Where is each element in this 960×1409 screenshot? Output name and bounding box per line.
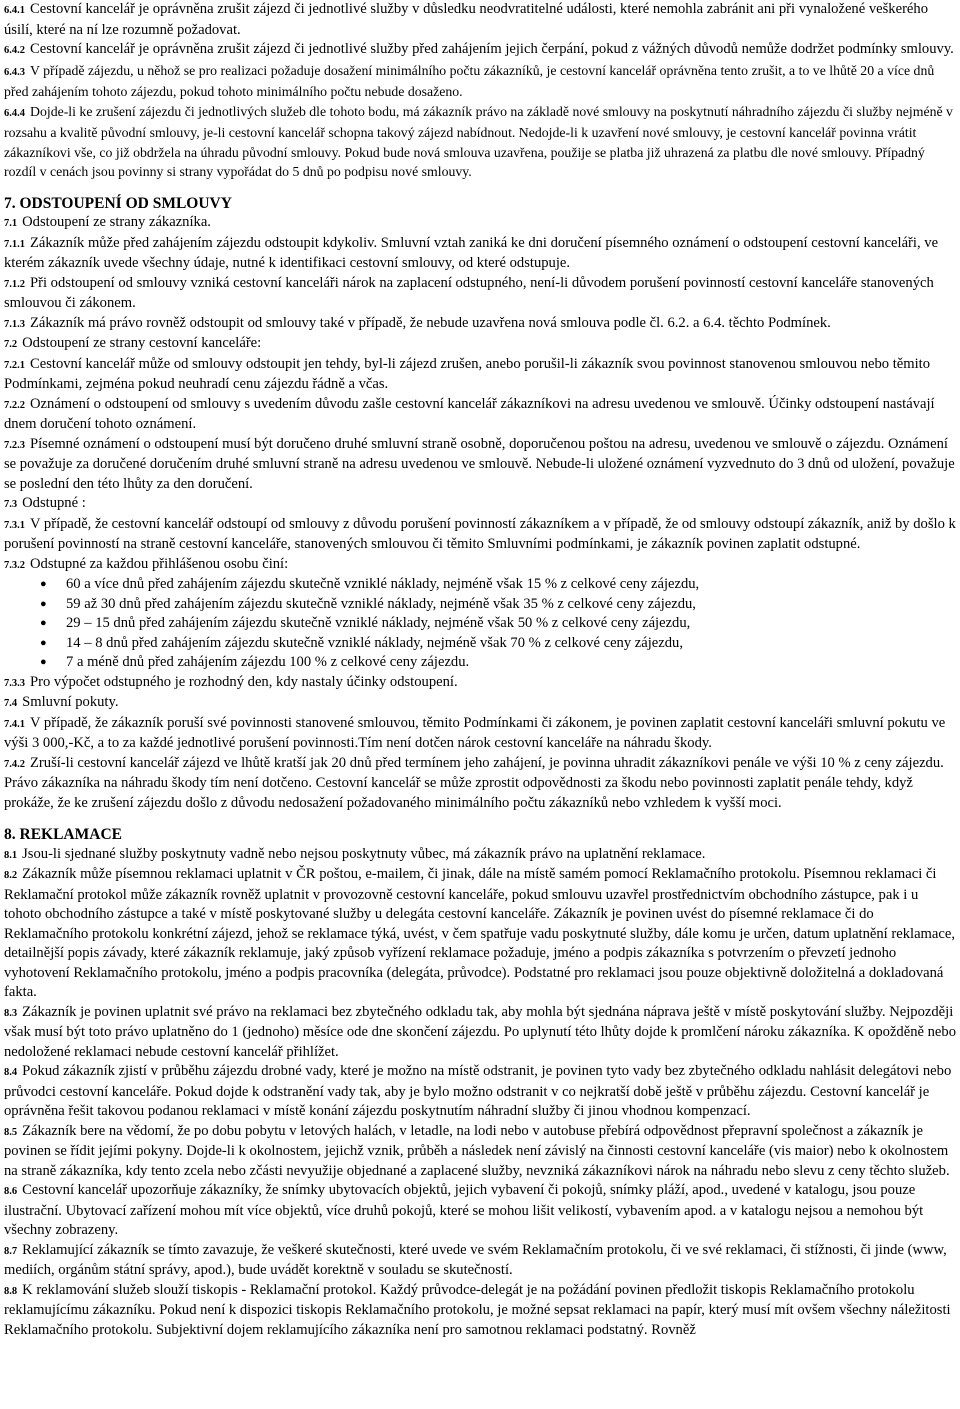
clause-text: Zákazník je povinen uplatnit své právo na reklamaci bez zbytečného odkladu tak, aby mohla být sjednána náprava ještě v místě poskytování služby. Nejpozději však musí být toto právo uplatněno do 1 (jednoho) měsíce ode dne skončení zájezdu. Po uplynutí této lhůty dojde k promlčení nároku zákazníka. K opožděně nebo nedoložené reklamaci nebude cestovní kancelář přihlížet. [4,1003,956,1060]
clause-text: K reklamování služeb slouží tiskopis - Reklamační protokol. Každý průvodce-delegát je na požádání povinen předložit tiskopis Reklamačního protokolu reklamujícímu zákazníku. Pokud není k dispozici tiskopis Reklamačního protokolu, je možné sepsat reklamaci na papír, který musí mít ovšem všechny náležitosti Reklamačního protokolu. Subjektivní dojem reklamujícího zákazníka není pro samotnou reklamaci podstatný. Rovněž [4,1281,951,1338]
clause-text: Smluvní pokuty. [22,694,119,710]
clause-7-1-2 [4,274,956,314]
section-6-4 [4,0,956,182]
clause-7-1 [4,213,956,234]
list-item: ● 14 – 8 dnů před zahájením zájezdu skutečně vzniklé náklady, nejméně však 70 % z celkové ceny zájezdu, [66,634,956,654]
clause-number: 7.4.2 [4,758,25,770]
section-8 [4,825,956,1340]
clause-8-1 [4,845,956,866]
clause-7-3-2 [4,555,956,576]
clause-number: 7.3 [4,499,18,510]
clause-number: 7.3.1 [4,519,25,531]
section-heading: 7. ODSTOUPENÍ OD SMLOUVY [4,194,232,212]
clause-number: 7.3.3 [4,677,25,689]
clause-text: Pokud zákazník zjistí v průběhu zájezdu drobné vady, které je možno na místě odstranit, je povinen tyto vady bez zbytečného odkladu nahlásit delegátovi nebo průvodci cestovní kanceláře. Pokud dojde k odstranění vady tak, aby je bylo možno odstranit v co nejkratší době ještě v průběhu zájezdu. Cestovní kancelář je oprávněna řešit takovou podanou reklamaci v místě konání zájezdu poskytnutím náhradní služby či jinou vhodnou kompenzací. [4,1063,952,1119]
clause-8-3 [4,1003,956,1063]
list-item: ● 59 až 30 dnů před zahájením zájezdu skutečně vzniklé náklady, nejméně však 35 % z celkové ceny zájezdu, [66,595,956,615]
clause-7-4 [4,693,956,714]
clause-number: 8.8 [4,1285,18,1297]
clause-number: 7.3.2 [4,559,25,571]
clause-text: Cestovní kancelář je oprávněna zrušit zájezd či jednotlivé služby v důsledku neodvratitelné události, které nemohla zabránit ani při vynaložené veškerého úsilí, které na ní lze rozumně požadovat. [4,1,929,38]
clause-number: 7.2.2 [4,399,25,411]
list-item: ● 29 – 15 dnů před zahájením zájezdu skutečně vzniklé náklady, nejméně však 50 % z celkové ceny zájezdu, [66,614,956,634]
section-7 [4,194,956,814]
clause-number: 7.1.2 [4,278,25,290]
clause-number: 8.1 [4,849,18,861]
clause-6-4-4 [4,102,956,182]
clause-text: Písemné oznámení o odstoupení musí být doručeno druhé smluvní straně osobně, doporučenou poštou na adresu, uvedenou ve smlouvě o zájezdu. Oznámení se považuje za doručené doručením druhé smluvní straně na adresu uvedenou ve smlouvě. Nebude-li uložené oznámení vyzvednuto do 3 dnů od uložení, považuje se poslední den této lhůty za den doručení. [4,435,955,492]
clause-text: Odstoupení ze strany cestovní kanceláře: [22,335,262,351]
clause-number: 7.4.1 [4,718,25,730]
clause-text: Cestovní kancelář může od smlouvy odstoupit jen tehdy, byl-li zájezd zrušen, anebo porušil-li zákazník svou povinnost stanovenou smlouvou nebo těmito Podmínkami, zejména pokud neuhradí cenu zájezdu řádně a včas. [4,355,931,392]
clause-number: 6.4.1 [4,5,25,16]
clause-text: Odstupné za každou přihlášenou osobu činí: [30,555,289,572]
clause-8-5 [4,1122,956,1182]
clause-text: Cestovní kancelář upozorňuje zákazníky, že snímky ubytovacích objektů, jejich vybavení či pokojů, snímky pláží, apod., uvedené v katalogu, jsou pouze ilustrační. Ubytovací zařízení mohou mít více objektů, více druhů pokojů, které se mohou lišit velikostí, vybavením apod. a v katalogu nejsou a nemohou být všechny zobrazeny. [4,1182,924,1238]
clause-7-2-1 [4,355,956,395]
clause-7-3 [4,494,956,515]
clause-number: 7.2.1 [4,359,25,371]
clause-text: Zákazník může písemnou reklamaci uplatnit v ČR poštou, e-mailem, či jinak, dále na místě samém pomocí Reklamačního protokolu. Písemnou reklamaci či Reklamační protokol může zákazník rovněž uplatnit v provozovně cestovní kanceláře, pokud smlouvu uzavřel prostřednictvím obchodního zástupce, pak i u tohoto obchodního zástupce a také v místě poskytované služby u delegáta cestovní kanceláře. Zákazník je povinen uvést do písemné reklamace či do Reklamačního protokolu konkrétní zájezd, jehož se reklamace týká, uvést, v čem spatřuje vadu poskytnuté služby, dále komu je určen, datum uplatnění reklamace, detailnější popis závady, které zákazník reklamuje, jaký způsob vyřízení reklamace požaduje, jméno a podpis zákazníka s potvrzením o převzetí jednoho vyhotovení Reklamačního protokolu, jméno a podpis pracovníka (delegáta, průvodce). Podstatné pro reklamaci jsou pouze objektivně doložitelná a dokladovaná fakta. [4,866,955,1000]
clause-text: Cestovní kancelář je oprávněna zrušit zájezd či jednotlivé služby před zahájením jejich čerpání, pokud z vážných důvodů nemůže dodržet podmínky smlouvy. [30,41,954,57]
clause-7-3-3 [4,673,956,694]
clause-number: 6.4.2 [4,45,25,56]
clause-number: 8.4 [4,1067,18,1078]
clause-text: Jsou-li sjednané služby poskytnuty vadně nebo nejsou poskytnuty vůbec, má zákazník právo na uplatnění reklamace. [22,845,706,862]
clause-number: 7.1 [4,218,18,229]
cancellation-fee-list [4,575,956,673]
clause-7-1-1 [4,234,956,274]
clause-text: Reklamující zákazník se tímto zavazuje, že veškeré skutečnosti, které uvede ve svém Reklamačním protokolu, či ve své reklamaci, či stížnosti, či jinde (www, mediích, orgánům státní správy, apod.), bude uvádět korektně v souladu se skutečností. [4,1241,947,1278]
clause-number: 7.4 [4,698,18,709]
clause-text: V případě, že cestovní kancelář odstoupí od smlouvy z důvodu porušení povinností zákazníkem a v případě, že od smlouvy odstoupí zákazník, aniž by došlo k porušení povinností na straně cestovní kanceláře, stanovených smlouvou či těmito Smluvními podmínkami, je zákazník povinen zaplatit odstupné. [4,515,956,552]
clause-text: Dojde-li ke zrušení zájezdu či jednotlivých služeb dle tohoto bodu, má zákazník právo na základě nové smlouvy na poskytnutí náhradního zájezdu či služby nejméně v rozsahu a kvalitě původní smlouvy, je-li cestovní kancelář schopna takový zájezd nabídnout. Nedojde-li k uzavření nové smlouvy, je cestovní kancelář povinna vrátit zákazníkovi vše, co již obdržela na úhradu původní smlouvy. Pokud bude nová smlouva uzavřena, použije se platba již uhrazená za platbu dle nové smlouvy. Případný rozdíl v cenách jsou povinny si strany vypořádat do 5 dnů po podpisu nové smlouvy. [4,103,953,179]
clause-7-2 [4,334,956,355]
clause-7-2-2 [4,395,956,435]
clause-number: 8.7 [4,1245,18,1257]
clause-text: Zákazník má právo rovněž odstoupit od smlouvy také v případě, že nebude uzavřena nová smlouva podle čl. 6.2. a 6.4. těchto Podmínek. [30,314,831,331]
clause-text: Zákazník může před zahájením zájezdu odstoupit kdykoliv. Smluvní vztah zaniká ke dni doručení písemného oznámení o odstoupení cestovní kanceláři, ve kterém zákazník uvede všechny údaje, nutné k identifikaci cestovní smlouvy, od které odstupuje. [4,234,939,271]
clause-6-4-2 [4,40,956,61]
clause-text: Odstupné : [22,495,86,511]
clause-text: V případě, že zákazník poruší své povinnosti stanovené smlouvou, těmito Podmínkami či zákonem, je povinen zaplatit cestovní kanceláři smluvní pokutu ve výši 3 000,-Kč, a to za každé jednotlivé porušení povinnosti.Tím není dotčen nárok cestovní kanceláře na náhradu škody. [4,714,946,751]
clause-8-7 [4,1241,956,1281]
clause-7-4-1 [4,714,956,754]
clause-number: 8.3 [4,1007,18,1019]
clause-text: Zruší-li cestovní kancelář zájezd ve lhůtě kratší jak 20 dnů před termínem jeho zahájení, je povinna uhradit zákazníkovi penále ve výši 10 % z ceny zájezdu. Právo zákazníka na náhradu škody tím není dotčeno. Cestovní kancelář se může zprostit odpovědnosti za škodu nebo povinnosti zaplatit penále tehdy, když prokáže, že ke zrušení zájezdu došlo z důvodu nedosažení požadovaného minimálního počtu zákazníků nebo vzhledem k vyšší moci. [4,754,944,811]
clause-number: 8.5 [4,1126,18,1138]
clause-text: V případě zájezdu, u něhož se pro realizaci požaduje dosažení minimálního počtu zákazníků, je cestovní kancelář oprávněna tento zrušit, a to ve lhůtě 20 a více dnů před zahájením tohoto zájezdu, pokud tohoto minimálního počtu nebude dosaženo. [4,62,935,99]
clause-text: Pro výpočet odstupného je rozhodný den, kdy nastaly účinky odstoupení. [30,673,458,690]
clause-number: 7.1.1 [4,238,25,250]
clause-number: 7.2 [4,339,18,350]
clause-7-2-3 [4,435,956,495]
clause-8-2 [4,865,956,1003]
list-item: ● 60 a více dnů před zahájením zájezdu skutečně vzniklé náklady, nejméně však 15 % z celkové ceny zájezdu, [66,575,956,595]
clause-number: 8.6 [4,1186,18,1197]
clause-text: Oznámení o odstoupení od smlouvy s uvedením důvodu zašle cestovní kancelář zákazníkovi na adresu uvedenou ve smlouvě. Účinky odstoupení nastávají dnem doručení tohoto oznámení. [4,395,935,432]
clause-8-4 [4,1062,956,1122]
list-item: ● 7 a méně dnů před zahájením zájezdu 100 % z celkové ceny zájezdu. [66,653,956,673]
section-heading: 8. REKLAMACE [4,826,122,843]
clause-text: Při odstoupení od smlouvy vzniká cestovní kanceláři nárok na zaplacení odstupného, není-li důvodem porušení povinností cestovní kanceláře stanovených smlouvou či zákonem. [4,274,934,311]
clause-text: Odstoupení ze strany zákazníka. [22,214,211,230]
clause-number: 6.4.3 [4,66,25,78]
clause-7-3-1 [4,515,956,555]
clause-8-8 [4,1281,956,1341]
clause-6-4-3 [4,61,956,102]
clause-8-6 [4,1181,956,1241]
clause-number: 7.1.3 [4,318,25,330]
clause-number: 8.2 [4,870,18,881]
clause-number: 6.4.4 [4,107,25,119]
clause-number: 7.2.3 [4,439,25,451]
clause-6-4-1 [4,0,956,40]
clause-7-4-2 [4,754,956,814]
clause-text: Zákazník bere na vědomí, že po dobu pobytu v letových halách, v letadle, na lodi nebo v autobuse přebírá odpovědnost přepravní společnost a zákazník je povinen se řídit jejími pokyny. Dojde-li k okolnostem, jejichž vznik, průběh a následek není závislý na činnosti cestovní kanceláře (vis maior) nebo k okolnostem na straně zákazníka, kdy tento zcela nebo zčásti nevyužije objednané a zaplacené služby, nevzniká zákazníkovi nárok na náhradu nebo slevu z ceny těchto služeb. [4,1122,950,1179]
clause-7-1-3 [4,314,956,335]
